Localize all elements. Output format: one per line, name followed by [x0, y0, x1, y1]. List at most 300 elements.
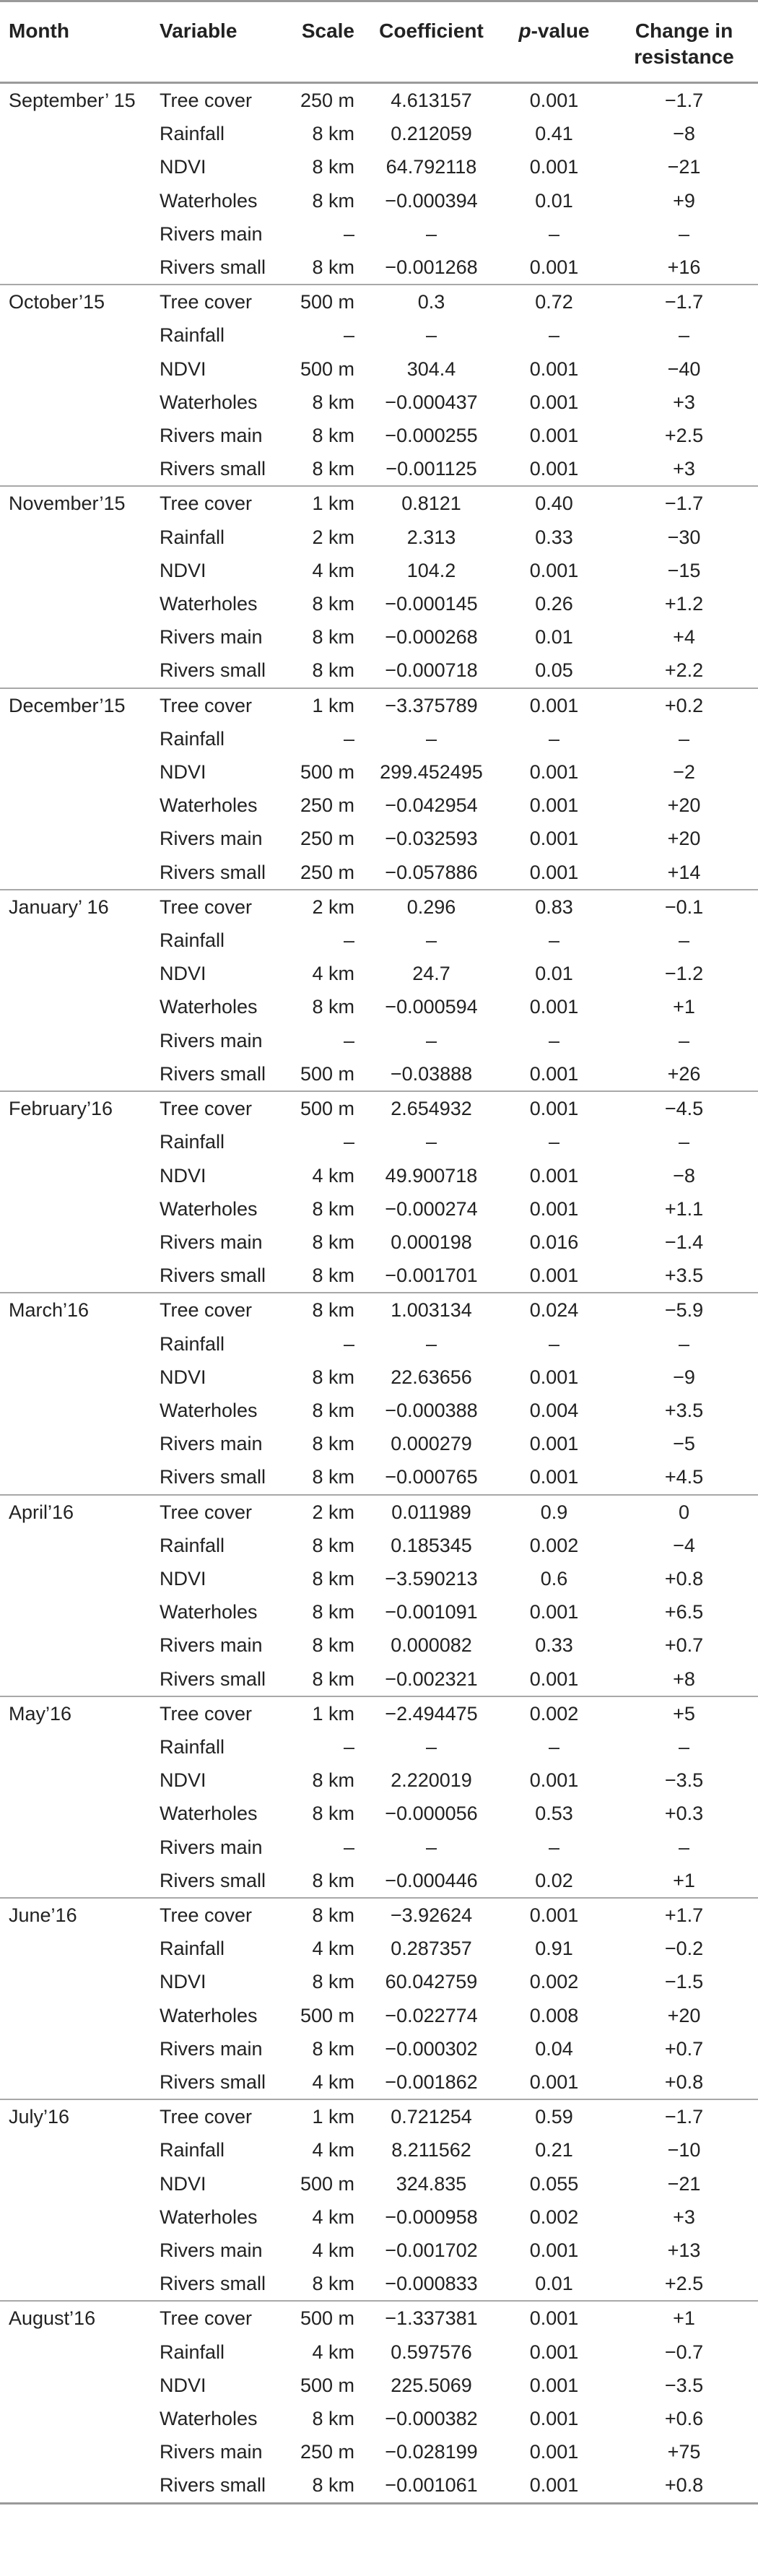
variable-cell: Rivers main	[160, 1231, 263, 1253]
variable-cell: Tree cover	[155, 2301, 285, 2335]
scale-cell: 4 km	[312, 1938, 354, 1960]
p-value-cell: –	[548, 1836, 560, 1858]
p-value-cell: 0.40	[498, 486, 610, 520]
p-value-cell: 0.001	[498, 83, 610, 118]
month-cell	[0, 1327, 155, 1361]
month-cell	[0, 1932, 155, 1965]
table-row	[0, 419, 758, 452]
coefficient-cell: 0.296	[365, 890, 498, 924]
coefficient-cell: −0.000833	[385, 2273, 478, 2295]
variable-cell: NDVI	[160, 1971, 206, 1993]
coefficient-cell: −3.590213	[385, 1567, 478, 1590]
month-cell	[0, 2435, 155, 2468]
month-cell	[0, 2402, 155, 2435]
month-cell	[0, 1629, 155, 1662]
table-row	[0, 2468, 758, 2503]
coefficient-cell: −0.002321	[385, 1668, 478, 1690]
change-cell: −4	[673, 1534, 695, 1556]
change-cell: +13	[667, 2239, 701, 2261]
variable-cell: Rivers small	[160, 861, 266, 883]
variable-cell: Rainfall	[160, 526, 225, 548]
change-cell: −21	[667, 2172, 701, 2195]
p-value-cell: –	[548, 1131, 560, 1153]
coefficient-cell: 0.212059	[391, 123, 472, 145]
table-row	[0, 2435, 758, 2468]
variable-cell: Rainfall	[160, 1131, 225, 1153]
month-cell	[0, 822, 155, 855]
variable-cell: Rivers small	[160, 256, 266, 279]
coefficient-cell: 0.287357	[391, 1938, 472, 1960]
scale-cell: 1 km	[285, 688, 365, 722]
table-row	[0, 1192, 758, 1226]
table-row	[0, 1259, 758, 1293]
change-cell: +0.8	[664, 1567, 704, 1590]
scale-cell: 8 km	[285, 2468, 365, 2503]
variable-cell: Waterholes	[160, 2004, 258, 2026]
table-row	[0, 1932, 758, 1965]
variable-cell: Rainfall	[160, 727, 225, 750]
change-cell: +0.8	[610, 2468, 758, 2503]
coefficient-cell: 0.000279	[391, 1433, 472, 1455]
p-value-cell: 0.33	[535, 1634, 573, 1657]
month-cell	[0, 1057, 155, 1091]
month-cell: January’ 16	[0, 890, 155, 924]
p-value-cell: 0.001	[498, 2468, 610, 2503]
scale-cell: –	[343, 324, 354, 347]
month-cell	[0, 1730, 155, 1764]
p-value-cell: 0.001	[529, 1197, 579, 1220]
coefficient-cell: −0.000056	[385, 1803, 478, 1825]
month-cell	[0, 789, 155, 822]
change-cell: −15	[667, 559, 701, 581]
variable-cell: Rivers main	[160, 1433, 263, 1455]
variable-cell: Tree cover	[155, 2099, 285, 2133]
scale-cell: 8 km	[312, 156, 354, 178]
p-value-cell: 0.002	[529, 2206, 579, 2228]
table-row	[0, 2065, 758, 2099]
variable-cell: Tree cover	[155, 1091, 285, 1125]
scale-cell: –	[343, 1735, 354, 1758]
month-cell	[0, 2032, 155, 2065]
scale-cell: 1 km	[285, 2099, 365, 2133]
coefficient-cell: −0.000594	[385, 996, 478, 1018]
scale-cell: 8 km	[285, 1898, 365, 1932]
table-row	[0, 990, 758, 1023]
month-cell	[0, 2369, 155, 2402]
coefficient-cell: –	[425, 222, 437, 245]
table-row	[0, 2369, 758, 2402]
change-cell: +26	[667, 1062, 701, 1085]
variable-cell: Rivers main	[160, 2239, 263, 2261]
scale-cell: 8 km	[312, 189, 354, 212]
coefficient-cell: –	[425, 1029, 437, 1051]
table-row	[0, 2133, 758, 2167]
variable-cell: Waterholes	[160, 2408, 258, 2430]
variable-cell: Rivers small	[160, 2273, 266, 2295]
scale-cell: 8 km	[312, 659, 354, 682]
coefficient-cell: 64.792118	[385, 156, 477, 178]
header-p-rest: -value	[531, 19, 590, 42]
month-cell	[0, 521, 155, 554]
coefficient-cell: −0.001125	[385, 458, 477, 480]
coefficient-cell: −1.337381	[365, 2301, 498, 2335]
p-value-cell: 0.001	[529, 1265, 579, 1287]
change-cell: +3	[673, 2206, 695, 2228]
coefficient-cell: –	[425, 1836, 437, 1858]
table-row	[0, 856, 758, 890]
change-cell: +0.2	[610, 688, 758, 722]
coefficient-cell: −0.000268	[385, 626, 478, 649]
change-cell: +1.7	[610, 1898, 758, 1932]
table-row	[0, 654, 758, 688]
p-value-cell: 0.72	[498, 285, 610, 318]
coefficient-cell: −0.001702	[385, 2239, 478, 2261]
table-row	[0, 1125, 758, 1158]
change-cell: −3.5	[664, 1769, 704, 1792]
p-value-cell: 0.01	[535, 2273, 573, 2295]
table-row	[0, 1797, 758, 1830]
table-row	[0, 1662, 758, 1696]
variable-cell: Rainfall	[160, 123, 225, 145]
change-cell: −21	[667, 156, 701, 178]
table-row	[0, 1562, 758, 1595]
change-cell: −2	[673, 761, 695, 784]
variable-cell: Rivers main	[160, 626, 263, 649]
table-row	[0, 452, 758, 486]
variable-cell: Rivers small	[160, 1869, 266, 1891]
variable-cell: Waterholes	[160, 1803, 258, 1825]
change-cell: −0.7	[664, 2341, 704, 2363]
coefficient-cell: −0.000446	[385, 1869, 478, 1891]
variable-cell: Rivers small	[160, 1466, 266, 1488]
change-cell: +4	[673, 626, 695, 649]
table-row	[0, 1629, 758, 1662]
scale-cell: 8 km	[312, 1601, 354, 1623]
coefficient-cell: 299.452495	[380, 761, 483, 784]
header-p-value	[498, 1, 610, 83]
scale-cell: 500 m	[300, 357, 354, 380]
month-cell: July’16	[0, 2099, 155, 2133]
table-row	[0, 822, 758, 855]
table-row	[0, 1864, 758, 1898]
p-value-cell: 0.001	[529, 794, 579, 817]
change-cell: −1.7	[610, 2099, 758, 2133]
variable-cell: Rivers small	[160, 1265, 266, 1287]
header-p-italic: p	[518, 19, 531, 42]
variable-cell: Tree cover	[155, 688, 285, 722]
p-value-cell: 0.001	[529, 2441, 579, 2463]
variable-cell: Rivers small	[160, 2070, 266, 2093]
p-value-cell: –	[548, 727, 560, 750]
p-value-cell: 0.001	[498, 1898, 610, 1932]
scale-cell: 8 km	[312, 1466, 354, 1488]
coefficient-cell: −0.057886	[385, 861, 478, 883]
p-value-cell: 0.001	[529, 2070, 579, 2093]
variable-cell: NDVI	[160, 1769, 206, 1792]
table-row	[0, 2301, 758, 2335]
variable-cell: NDVI	[160, 2172, 206, 2195]
scale-cell: 8 km	[285, 1293, 365, 1327]
scale-cell: –	[343, 727, 354, 750]
month-cell	[0, 554, 155, 587]
variable-cell: Waterholes	[160, 1399, 258, 1421]
p-value-cell: 0.004	[529, 1399, 579, 1421]
change-cell: –	[678, 1735, 690, 1758]
table-row	[0, 117, 758, 150]
change-cell: –	[678, 1836, 690, 1858]
change-cell: −8	[673, 1164, 695, 1187]
coefficient-cell: 0.8121	[365, 486, 498, 520]
p-value-cell: 0.001	[529, 559, 579, 581]
p-value-cell: 0.83	[498, 890, 610, 924]
change-cell: +0.6	[664, 2408, 704, 2430]
p-value-cell: 0.05	[535, 659, 573, 682]
coefficient-cell: 2.654932	[365, 1091, 498, 1125]
p-value-cell: 0.04	[535, 2037, 573, 2060]
p-value-cell: 0.01	[535, 626, 573, 649]
p-value-cell: 0.016	[529, 1231, 579, 1253]
table-row	[0, 1024, 758, 1057]
month-cell: May’16	[0, 1696, 155, 1730]
coefficient-cell: −2.494475	[365, 1696, 498, 1730]
table-row	[0, 318, 758, 352]
scale-cell: 2 km	[312, 526, 354, 548]
scale-cell: 250 m	[300, 794, 354, 817]
change-cell: +5	[610, 1696, 758, 1730]
scale-cell: 4 km	[312, 1164, 354, 1187]
table-row	[0, 2234, 758, 2267]
scale-cell: 250 m	[300, 861, 354, 883]
p-value-cell: 0.002	[529, 1971, 579, 1993]
change-cell: –	[678, 929, 690, 952]
p-value-cell: 0.01	[535, 963, 573, 985]
p-value-cell: 0.001	[529, 1601, 579, 1623]
scale-cell: 8 km	[312, 1567, 354, 1590]
scale-cell: 8 km	[312, 1634, 354, 1657]
scale-cell: 4 km	[312, 2070, 354, 2093]
month-cell	[0, 352, 155, 386]
coefficient-cell: 49.900718	[385, 1164, 478, 1187]
scale-cell: 8 km	[312, 593, 354, 615]
change-cell: +3	[673, 458, 695, 480]
table-row	[0, 150, 758, 183]
month-cell	[0, 386, 155, 419]
p-value-cell: 0.001	[529, 996, 579, 1018]
variable-cell: Waterholes	[160, 1197, 258, 1220]
p-value-cell: 0.024	[498, 1293, 610, 1327]
scale-cell: 250 m	[300, 2441, 354, 2463]
month-cell	[0, 1831, 155, 1864]
coefficient-cell: 60.042759	[385, 1971, 478, 1993]
change-cell: −0.2	[664, 1938, 704, 1960]
coefficient-cell: –	[425, 1332, 437, 1355]
header-row	[0, 1, 758, 83]
coefficient-cell: −0.000382	[385, 2408, 478, 2430]
change-cell: +0.7	[664, 2037, 704, 2060]
header-variable: Variable	[155, 1, 285, 83]
change-cell: −40	[667, 357, 701, 380]
header-month: Month	[0, 1, 155, 83]
table-row	[0, 1460, 758, 1494]
change-cell: +20	[667, 2004, 701, 2026]
p-value-cell: 0.055	[529, 2172, 579, 2195]
month-cell: April’16	[0, 1495, 155, 1529]
coefficient-cell: −0.000958	[385, 2206, 478, 2228]
month-cell: November’15	[0, 486, 155, 520]
table-row	[0, 755, 758, 789]
coefficient-cell: −0.028199	[385, 2441, 478, 2463]
p-value-cell: 0.6	[540, 1567, 568, 1590]
month-cell: February’16	[0, 1091, 155, 1125]
variable-cell: Rivers small	[160, 458, 266, 480]
coefficient-cell: −0.000765	[385, 1466, 478, 1488]
month-cell	[0, 1192, 155, 1226]
coefficient-cell: −0.000388	[385, 1399, 478, 1421]
scale-cell: 8 km	[312, 1366, 354, 1388]
p-value-cell: 0.001	[498, 1091, 610, 1125]
scale-cell: 4 km	[312, 559, 354, 581]
coefficient-cell: −0.032593	[385, 828, 478, 850]
scale-cell: 4 km	[312, 2341, 354, 2363]
coefficient-cell: –	[425, 1735, 437, 1758]
table-row	[0, 1764, 758, 1797]
p-value-cell: 0.01	[535, 189, 573, 212]
table-row	[0, 890, 758, 924]
variable-cell: NDVI	[160, 963, 206, 985]
variable-cell: Rivers main	[160, 222, 263, 245]
p-value-cell: 0.001	[529, 256, 579, 279]
scale-cell: 8 km	[312, 123, 354, 145]
variable-cell: NDVI	[160, 761, 206, 784]
month-cell	[0, 117, 155, 150]
p-value-cell: 0.53	[535, 1803, 573, 1825]
p-value-cell: 0.002	[498, 1696, 610, 1730]
table-row	[0, 1361, 758, 1394]
scale-cell: 8 km	[312, 1803, 354, 1825]
table-row	[0, 620, 758, 654]
table-row	[0, 1965, 758, 1998]
table-row	[0, 83, 758, 118]
month-cell	[0, 1797, 155, 1830]
scale-cell: 500 m	[300, 1062, 354, 1085]
month-cell	[0, 1125, 155, 1158]
p-value-cell: 0.001	[529, 425, 579, 447]
scale-cell: –	[343, 1029, 354, 1051]
table-row	[0, 352, 758, 386]
p-value-cell: 0.001	[529, 1433, 579, 1455]
coefficient-cell: 0.185345	[391, 1534, 472, 1556]
table-row	[0, 1495, 758, 1529]
scale-cell: 8 km	[312, 1197, 354, 1220]
variable-cell: Waterholes	[160, 593, 258, 615]
scale-cell: 500 m	[300, 2172, 354, 2195]
change-cell: +75	[667, 2441, 701, 2463]
p-value-cell: 0.001	[529, 156, 579, 178]
month-cell	[0, 1159, 155, 1192]
p-value-cell: 0.001	[529, 2341, 579, 2363]
p-value-cell: 0.41	[535, 123, 573, 145]
p-value-cell: 0.9	[498, 1495, 610, 1529]
variable-cell: Waterholes	[160, 996, 258, 1018]
table-row	[0, 2167, 758, 2200]
change-cell: −1.7	[610, 486, 758, 520]
coefficient-cell: 2.313	[406, 526, 456, 548]
p-value-cell: 0.001	[529, 1668, 579, 1690]
scale-cell: 250 m	[285, 83, 365, 118]
month-cell	[0, 1595, 155, 1629]
table-row	[0, 2099, 758, 2133]
coefficient-cell: –	[425, 727, 437, 750]
p-value-cell: 0.002	[529, 1534, 579, 1556]
scale-cell: 250 m	[300, 828, 354, 850]
scale-cell: 8 km	[312, 1399, 354, 1421]
coefficient-cell: 4.613157	[365, 83, 498, 118]
variable-cell: Tree cover	[155, 1495, 285, 1529]
month-cell	[0, 957, 155, 990]
table-row	[0, 2267, 758, 2301]
change-cell: –	[678, 222, 690, 245]
change-cell: –	[678, 727, 690, 750]
table-row	[0, 722, 758, 755]
coefficient-cell: 8.211562	[391, 2139, 471, 2161]
variable-cell: Rainfall	[160, 2139, 225, 2161]
p-value-cell: 0.001	[529, 1062, 579, 1085]
p-value-cell: 0.001	[529, 828, 579, 850]
table-row	[0, 688, 758, 722]
month-cell	[0, 2267, 155, 2301]
variable-cell: Rivers main	[160, 2441, 263, 2463]
month-cell	[0, 2065, 155, 2099]
variable-cell: Waterholes	[160, 391, 258, 413]
scale-cell: 500 m	[285, 285, 365, 318]
scale-cell: 8 km	[312, 425, 354, 447]
scale-cell: 500 m	[285, 1091, 365, 1125]
month-cell	[0, 150, 155, 183]
p-value-cell: 0.001	[529, 1366, 579, 1388]
p-value-cell: 0.001	[529, 861, 579, 883]
change-cell: +1	[610, 2301, 758, 2335]
variable-cell: Rivers small	[160, 659, 266, 682]
header-change-in-resistance	[610, 1, 758, 83]
variable-cell: Waterholes	[160, 794, 258, 817]
table-row	[0, 957, 758, 990]
variable-cell: Tree cover	[155, 1898, 285, 1932]
p-value-cell: 0.001	[529, 2408, 579, 2430]
change-cell: −1.2	[664, 963, 704, 985]
month-cell	[0, 1965, 155, 1998]
month-cell	[0, 1864, 155, 1898]
change-cell: –	[678, 324, 690, 347]
coefficient-cell: –	[425, 324, 437, 347]
variable-cell: NDVI	[160, 1366, 206, 1388]
change-cell: −3.5	[664, 2374, 704, 2396]
scale-cell: 8 km	[312, 1231, 354, 1253]
change-cell: +3.5	[664, 1399, 704, 1421]
coefficient-cell: −0.03888	[390, 1062, 473, 1085]
month-cell: June’16	[0, 1898, 155, 1932]
change-cell: +0.3	[664, 1803, 704, 1825]
month-cell	[0, 1562, 155, 1595]
scale-cell: 8 km	[312, 1534, 354, 1556]
variable-cell: NDVI	[160, 156, 206, 178]
month-cell	[0, 2133, 155, 2167]
coefficient-cell: −0.000302	[385, 2037, 478, 2060]
change-cell: 0	[610, 1495, 758, 1529]
p-value-cell: 0.26	[535, 593, 573, 615]
header-coefficient: Coefficient	[365, 1, 498, 83]
scale-cell: 500 m	[285, 2301, 365, 2335]
variable-cell: NDVI	[160, 1164, 206, 1187]
